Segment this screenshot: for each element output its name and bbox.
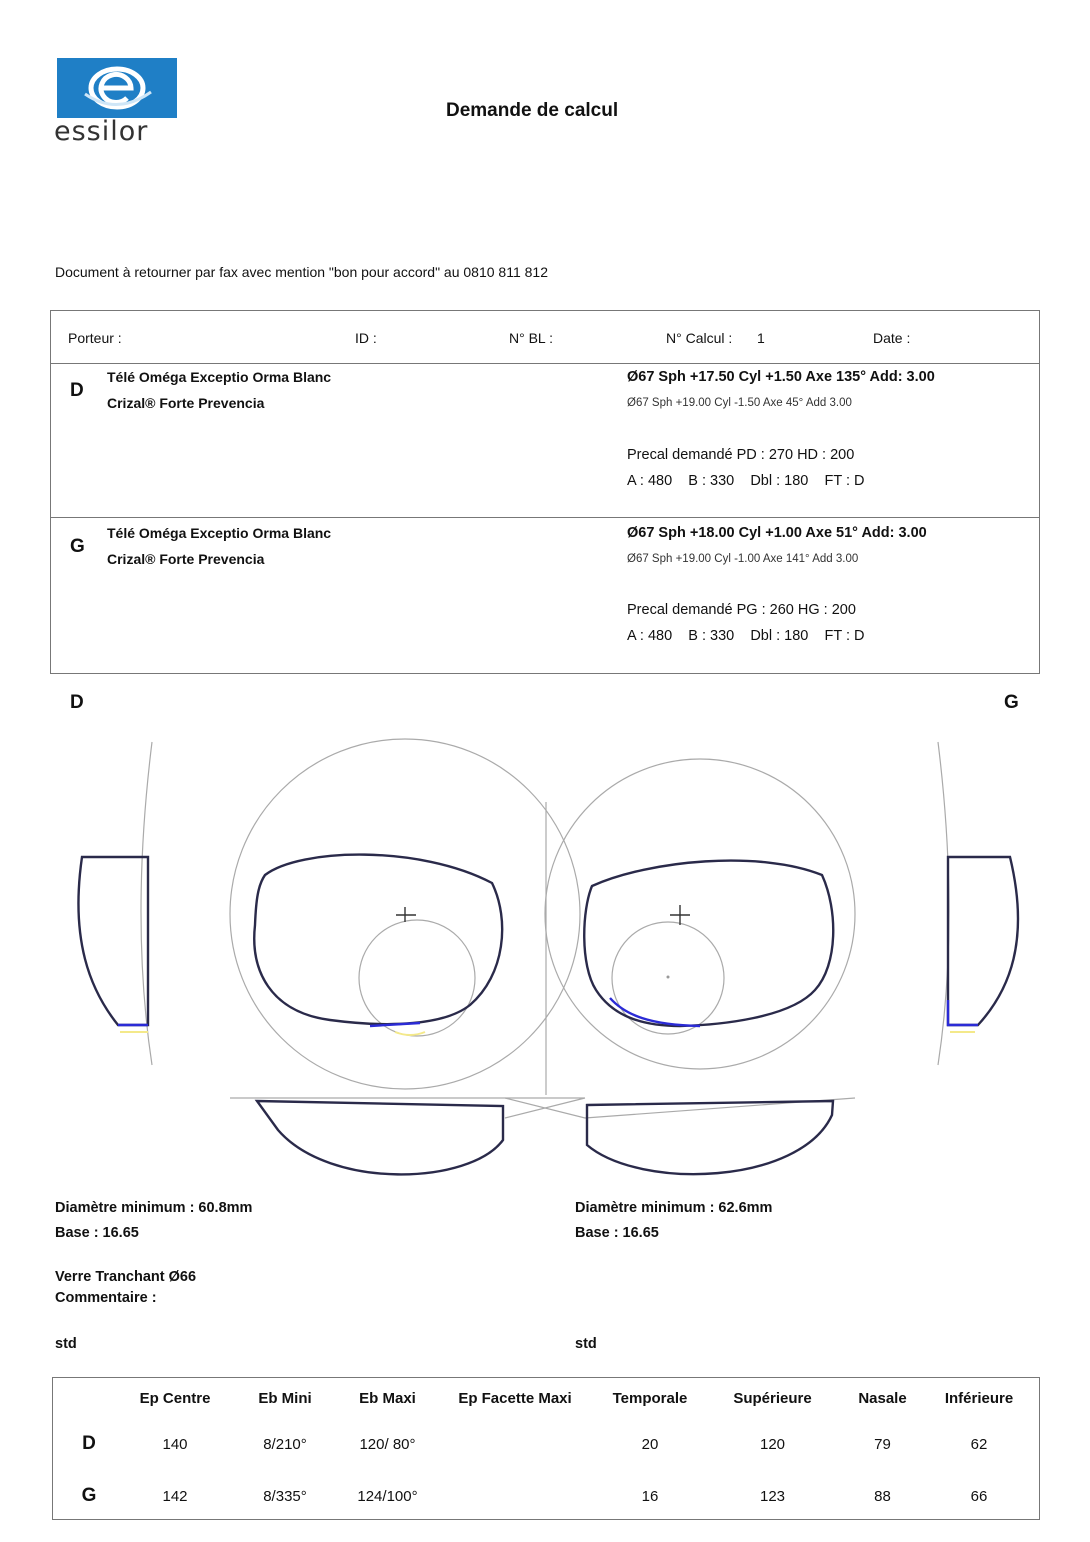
left-eye-code: G — [70, 536, 85, 557]
right-side-profile — [78, 857, 148, 1025]
left-profile-highlight — [948, 1000, 978, 1025]
row-eye-code: G — [81, 1485, 97, 1506]
bl-label: N° BL : — [509, 330, 553, 346]
left-rx-transposed: Ø67 Sph +19.00 Cyl -1.00 Axe 141° Add 3.00 — [627, 553, 859, 565]
left-lens-name: Télé Oméga Exceptio Orma Blanc — [107, 525, 332, 541]
right-lens-name: Télé Oméga Exceptio Orma Blanc — [107, 369, 332, 385]
table-row — [53, 1470, 1038, 1522]
porteur-label: Porteur : — [68, 330, 122, 346]
col-superieure: Supérieure — [733, 1389, 812, 1407]
essilor-e-logo-icon — [57, 58, 177, 118]
commentaire-label: Commentaire : — [55, 1290, 157, 1306]
left-min-diameter: Diamètre minimum : 62.6mm — [575, 1200, 773, 1216]
table-cell: 123 — [759, 1487, 786, 1505]
col-eb-maxi: Eb Maxi — [359, 1389, 416, 1407]
left-frame-dims: A : 480 B : 330 Dbl : 180 FT : D — [627, 628, 865, 644]
calcul-value: 1 — [757, 330, 765, 346]
table-row — [53, 1418, 1038, 1470]
left-rx: Ø67 Sph +18.00 Cyl +1.00 Axe 51° Add: 3.00 — [627, 525, 927, 541]
table-cell: 140 — [162, 1435, 188, 1453]
header-divider — [50, 363, 1040, 364]
row-eye-code: D — [82, 1433, 96, 1454]
left-lens-shape — [584, 861, 833, 1026]
results-table — [53, 1378, 1038, 1522]
table-cell — [430, 1418, 600, 1470]
brand-name: essilor — [54, 116, 149, 147]
right-side-guide — [141, 742, 152, 1065]
table-cell: 62 — [970, 1435, 988, 1453]
col-inferieure: Inférieure — [944, 1389, 1014, 1407]
table-cell: 8/210° — [263, 1435, 307, 1453]
left-bottom-profile — [587, 1101, 833, 1174]
drawing-label-right: D — [70, 692, 84, 713]
right-yellow-mark — [395, 1032, 425, 1035]
lens-drawing — [0, 720, 1090, 1190]
table-cell: 66 — [970, 1487, 988, 1505]
page-title: Demande de calcul — [446, 100, 619, 121]
right-std: std — [55, 1336, 77, 1352]
table-cell: 79 — [874, 1435, 891, 1453]
verre-tranchant: Verre Tranchant Ø66 — [55, 1269, 197, 1285]
col-temporale: Temporale — [612, 1389, 688, 1407]
table-cell: 16 — [641, 1487, 659, 1505]
right-lens-shape — [254, 855, 502, 1025]
left-base: Base : 16.65 — [575, 1225, 659, 1241]
table-cell: 88 — [874, 1487, 891, 1505]
col-nasale: Nasale — [858, 1389, 907, 1407]
order-frame — [50, 310, 1040, 674]
col-eb-mini: Eb Mini — [258, 1389, 312, 1407]
table-cell: 120 — [759, 1435, 786, 1453]
results-table-frame — [52, 1377, 1040, 1520]
results-header-row — [53, 1378, 1038, 1418]
eye-divider — [50, 517, 1040, 518]
essilor-logo — [57, 58, 177, 118]
left-reading-center-dot — [667, 976, 670, 979]
left-std: std — [575, 1336, 597, 1352]
right-rx-transposed: Ø67 Sph +19.00 Cyl -1.50 Axe 45° Add 3.00 — [627, 397, 852, 409]
calcul-label: N° Calcul : — [666, 330, 733, 346]
right-lens-coating: Crizal® Forte Prevencia — [107, 395, 265, 411]
drawing-label-left: G — [1004, 692, 1019, 713]
fax-notice: Document à retourner par fax avec mention "bon pour accord" au 0810 811 812 — [55, 264, 548, 280]
table-cell: 8/335° — [263, 1487, 307, 1505]
left-lens-coating: Crizal® Forte Prevencia — [107, 551, 265, 567]
right-rx: Ø67 Sph +17.50 Cyl +1.50 Axe 135° Add: 3.00 — [627, 369, 935, 385]
right-bottom-profile — [257, 1101, 503, 1174]
left-precal: Precal demandé PG : 260 HG : 200 — [627, 602, 856, 618]
col-ep-centre: Ep Centre — [139, 1389, 211, 1407]
right-frame-dims: A : 480 B : 330 Dbl : 180 FT : D — [627, 473, 865, 489]
left-side-profile — [948, 857, 1018, 1025]
right-min-diameter: Diamètre minimum : 60.8mm — [55, 1200, 253, 1216]
right-base: Base : 16.65 — [55, 1225, 139, 1241]
right-eye-code: D — [70, 380, 84, 401]
table-cell: 120/ 80° — [359, 1435, 416, 1453]
date-label: Date : — [873, 330, 911, 346]
results-header-eye — [53, 1378, 125, 1418]
id-label: ID : — [355, 330, 377, 346]
right-precal: Precal demandé PD : 270 HD : 200 — [627, 447, 855, 463]
right-reading-circle — [359, 920, 475, 1036]
table-cell: 20 — [641, 1435, 659, 1453]
col-ep-facette-maxi: Ep Facette Maxi — [458, 1389, 572, 1407]
table-cell: 142 — [162, 1487, 188, 1505]
left-lens-blank-circle — [545, 759, 855, 1069]
table-cell — [430, 1470, 600, 1522]
table-cell: 124/100° — [357, 1487, 418, 1505]
